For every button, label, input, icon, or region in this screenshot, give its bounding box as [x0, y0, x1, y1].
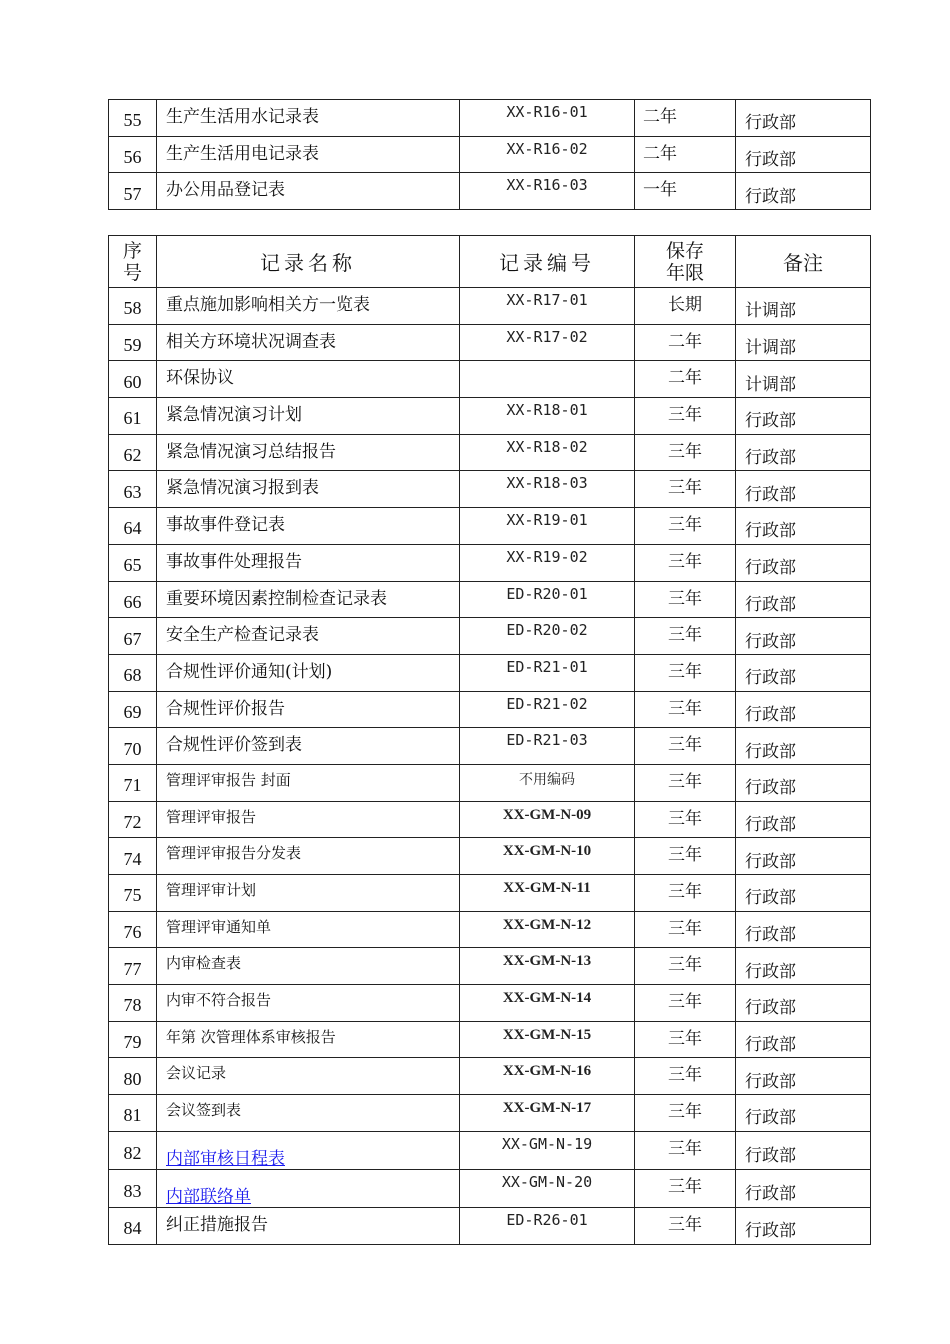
record-code: XX-R18-02 — [460, 434, 635, 471]
department: 行政部 — [736, 1131, 871, 1169]
record-name: 安全生产检查记录表 — [157, 618, 460, 655]
record-code: XX-GM-N-12 — [460, 911, 635, 948]
department: 行政部 — [736, 654, 871, 691]
retention-period: 三年 — [635, 1021, 736, 1058]
record-name: 重要环境因素控制检查记录表 — [157, 581, 460, 618]
department: 行政部 — [736, 1207, 871, 1244]
retention-period: 三年 — [635, 838, 736, 875]
record-name-cell — [157, 1131, 460, 1169]
record-name: 合规性评价通知(计划) — [157, 654, 460, 691]
record-name: 内审检查表 — [157, 948, 460, 985]
record-name: 会议签到表 — [157, 1095, 460, 1132]
retention-period: 三年 — [635, 434, 736, 471]
table-row — [109, 875, 871, 912]
record-name: 相关方环境状况调查表 — [157, 324, 460, 361]
header-note: 备注 — [736, 236, 871, 288]
header-retention-line1: 保存 — [665, 239, 704, 262]
row-number: 78 — [109, 985, 157, 1022]
record-code: XX-GM-N-17 — [460, 1095, 635, 1132]
retention-period: 三年 — [635, 948, 736, 985]
row-number: 84 — [109, 1207, 157, 1244]
department: 行政部 — [736, 618, 871, 655]
record-code: XX-R19-01 — [460, 508, 635, 545]
record-name: 内审不符合报告 — [157, 985, 460, 1022]
record-code: XX-R18-03 — [460, 471, 635, 508]
record-code: XX-R16-03 — [460, 173, 635, 210]
record-name: 管理评审计划 — [157, 875, 460, 912]
record-code: ED-R20-01 — [460, 581, 635, 618]
table-row — [109, 1058, 871, 1095]
table-row — [109, 398, 871, 435]
row-number: 61 — [109, 398, 157, 435]
row-number: 57 — [109, 173, 157, 210]
table-header-row — [109, 236, 871, 288]
record-name: 事故事件处理报告 — [157, 544, 460, 581]
department: 行政部 — [736, 508, 871, 545]
record-code — [460, 361, 635, 398]
record-code: XX-GM-N-09 — [460, 801, 635, 838]
row-number: 56 — [109, 136, 157, 173]
table-row — [109, 728, 871, 765]
row-number: 67 — [109, 618, 157, 655]
retention-period: 三年 — [635, 618, 736, 655]
row-number: 75 — [109, 875, 157, 912]
record-code: 不用编码 — [460, 764, 635, 801]
table-row — [109, 618, 871, 655]
retention-period: 二年 — [635, 361, 736, 398]
header-number — [109, 236, 157, 288]
record-name: 生产生活用水记录表 — [157, 100, 460, 137]
header-number-line1: 序 — [122, 239, 142, 262]
table-row — [109, 544, 871, 581]
row-number: 76 — [109, 911, 157, 948]
record-code: XX-GM-N-10 — [460, 838, 635, 875]
record-code: ED-R21-03 — [460, 728, 635, 765]
table-row — [109, 1207, 871, 1244]
record-code: ED-R21-01 — [460, 654, 635, 691]
table-row — [109, 764, 871, 801]
record-name-cell — [157, 1169, 460, 1207]
department: 行政部 — [736, 911, 871, 948]
row-number: 60 — [109, 361, 157, 398]
retention-period: 三年 — [635, 544, 736, 581]
retention-period: 三年 — [635, 801, 736, 838]
record-code: XX-GM-N-13 — [460, 948, 635, 985]
retention-period: 三年 — [635, 471, 736, 508]
record-code: ED-R26-01 — [460, 1207, 635, 1244]
row-number: 69 — [109, 691, 157, 728]
record-name: 合规性评价报告 — [157, 691, 460, 728]
record-name: 合规性评价签到表 — [157, 728, 460, 765]
retention-period: 三年 — [635, 728, 736, 765]
department: 行政部 — [736, 398, 871, 435]
records-table-top — [108, 99, 871, 210]
row-number: 70 — [109, 728, 157, 765]
table-row — [109, 508, 871, 545]
retention-period: 二年 — [635, 100, 736, 137]
retention-period: 一年 — [635, 173, 736, 210]
retention-period: 三年 — [635, 1169, 736, 1207]
row-number: 58 — [109, 288, 157, 325]
record-name-link[interactable]: 内部联络单 — [166, 1186, 251, 1207]
record-code: ED-R20-02 — [460, 618, 635, 655]
retention-period: 二年 — [635, 324, 736, 361]
table-row — [109, 838, 871, 875]
record-name: 管理评审报告 — [157, 801, 460, 838]
row-number: 72 — [109, 801, 157, 838]
department: 行政部 — [736, 838, 871, 875]
department: 行政部 — [736, 948, 871, 985]
record-name: 环保协议 — [157, 361, 460, 398]
record-name: 年第 次管理体系审核报告 — [157, 1021, 460, 1058]
table-row — [109, 691, 871, 728]
row-number: 55 — [109, 100, 157, 137]
record-code: XX-R18-01 — [460, 398, 635, 435]
retention-period: 三年 — [635, 764, 736, 801]
row-number: 83 — [109, 1169, 157, 1207]
table-row — [109, 985, 871, 1022]
header-number-line2: 号 — [122, 261, 142, 284]
record-name: 重点施加影响相关方一览表 — [157, 288, 460, 325]
record-name: 管理评审报告 封面 — [157, 764, 460, 801]
department: 行政部 — [736, 985, 871, 1022]
record-code: XX-GM-N-19 — [460, 1131, 635, 1169]
department: 行政部 — [736, 1058, 871, 1095]
row-number: 82 — [109, 1131, 157, 1169]
table-row — [109, 434, 871, 471]
record-name-link[interactable]: 内部审核日程表 — [166, 1148, 285, 1169]
table-row — [109, 948, 871, 985]
table-row — [109, 581, 871, 618]
table-row — [109, 1131, 871, 1169]
table-row — [109, 136, 871, 173]
record-code: XX-GM-N-16 — [460, 1058, 635, 1095]
department: 计调部 — [736, 324, 871, 361]
retention-period: 三年 — [635, 1207, 736, 1244]
record-code: XX-GM-N-20 — [460, 1169, 635, 1207]
record-code: ED-R21-02 — [460, 691, 635, 728]
retention-period: 三年 — [635, 398, 736, 435]
row-number: 62 — [109, 434, 157, 471]
record-name: 事故事件登记表 — [157, 508, 460, 545]
row-number: 63 — [109, 471, 157, 508]
department: 行政部 — [736, 544, 871, 581]
department: 行政部 — [736, 691, 871, 728]
record-name: 办公用品登记表 — [157, 173, 460, 210]
department: 计调部 — [736, 361, 871, 398]
row-number: 81 — [109, 1095, 157, 1132]
table-row — [109, 911, 871, 948]
retention-period: 三年 — [635, 911, 736, 948]
retention-period: 三年 — [635, 1095, 736, 1132]
table-row — [109, 1095, 871, 1132]
retention-period: 三年 — [635, 508, 736, 545]
record-name: 纠正措施报告 — [157, 1207, 460, 1244]
record-code: XX-R17-02 — [460, 324, 635, 361]
department: 行政部 — [736, 1095, 871, 1132]
row-number: 65 — [109, 544, 157, 581]
row-number: 79 — [109, 1021, 157, 1058]
row-number: 64 — [109, 508, 157, 545]
table-row — [109, 654, 871, 691]
table-row — [109, 324, 871, 361]
table-row — [109, 100, 871, 137]
record-code: XX-R19-02 — [460, 544, 635, 581]
retention-period: 二年 — [635, 136, 736, 173]
record-code: XX-GM-N-15 — [460, 1021, 635, 1058]
header-record-name: 记录名称 — [157, 236, 460, 288]
table-row — [109, 1169, 871, 1207]
row-number: 71 — [109, 764, 157, 801]
record-name: 管理评审报告分发表 — [157, 838, 460, 875]
department: 行政部 — [736, 875, 871, 912]
retention-period: 三年 — [635, 875, 736, 912]
retention-period: 三年 — [635, 581, 736, 618]
record-code: XX-GM-N-11 — [460, 875, 635, 912]
row-number: 80 — [109, 1058, 157, 1095]
record-code: XX-R16-01 — [460, 100, 635, 137]
header-retention — [635, 236, 736, 288]
retention-period: 三年 — [635, 691, 736, 728]
department: 行政部 — [736, 764, 871, 801]
retention-period: 三年 — [635, 654, 736, 691]
record-code: XX-R16-02 — [460, 136, 635, 173]
row-number: 66 — [109, 581, 157, 618]
retention-period: 三年 — [635, 1131, 736, 1169]
table-row — [109, 1021, 871, 1058]
department: 行政部 — [736, 100, 871, 137]
record-name: 会议记录 — [157, 1058, 460, 1095]
record-name: 紧急情况演习报到表 — [157, 471, 460, 508]
row-number: 74 — [109, 838, 157, 875]
table-row — [109, 801, 871, 838]
record-code: XX-R17-01 — [460, 288, 635, 325]
records-table-main — [108, 235, 871, 1245]
department: 行政部 — [736, 173, 871, 210]
table-row — [109, 471, 871, 508]
header-retention-line2: 年限 — [665, 261, 704, 284]
record-name: 管理评审通知单 — [157, 911, 460, 948]
row-number: 59 — [109, 324, 157, 361]
department: 行政部 — [736, 801, 871, 838]
department: 行政部 — [736, 136, 871, 173]
record-name: 紧急情况演习计划 — [157, 398, 460, 435]
table-row — [109, 288, 871, 325]
retention-period: 三年 — [635, 985, 736, 1022]
department: 行政部 — [736, 581, 871, 618]
retention-period: 三年 — [635, 1058, 736, 1095]
department: 行政部 — [736, 728, 871, 765]
row-number: 68 — [109, 654, 157, 691]
table-row — [109, 361, 871, 398]
department: 行政部 — [736, 434, 871, 471]
record-name: 紧急情况演习总结报告 — [157, 434, 460, 471]
record-code: XX-GM-N-14 — [460, 985, 635, 1022]
department: 行政部 — [736, 1169, 871, 1207]
department: 行政部 — [736, 471, 871, 508]
department: 计调部 — [736, 288, 871, 325]
table-row — [109, 173, 871, 210]
record-name: 生产生活用电记录表 — [157, 136, 460, 173]
retention-period: 长期 — [635, 288, 736, 325]
row-number: 77 — [109, 948, 157, 985]
department: 行政部 — [736, 1021, 871, 1058]
header-record-code: 记录编号 — [460, 236, 635, 288]
